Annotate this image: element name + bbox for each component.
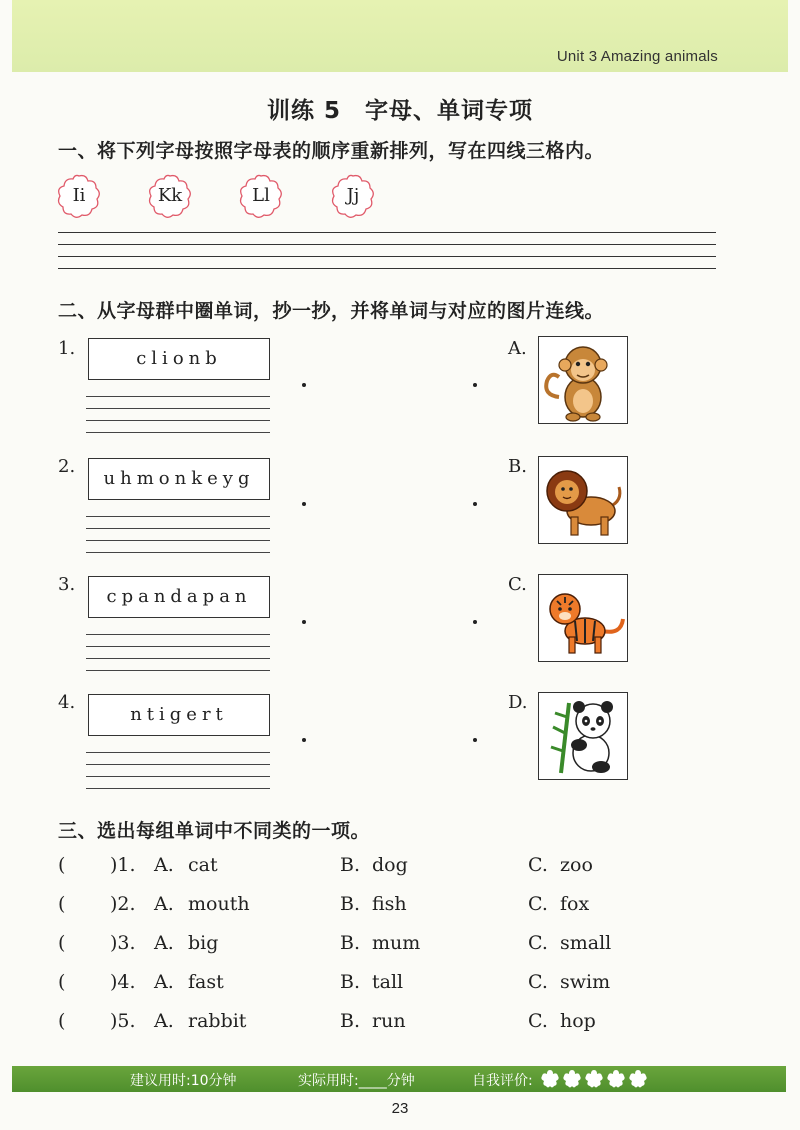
match-dot[interactable] <box>302 502 306 506</box>
tiger-picture <box>538 574 628 662</box>
answer-blank[interactable]: ( <box>58 971 66 993</box>
self-evaluation-label: 自我评价: <box>472 1073 533 1089</box>
answer-blank[interactable]: ( <box>58 893 66 915</box>
question-row: ( )1. A. cat B. dog C. zoo <box>58 854 593 876</box>
question-row: ( )3. A. big B. mum C. small <box>58 932 612 954</box>
match-dot[interactable] <box>473 620 477 624</box>
letter-flower: Kk <box>147 173 193 219</box>
question-row: ( )4. A. fast B. tall C. swim <box>58 971 611 993</box>
rating-flower-icon[interactable] <box>584 1069 604 1089</box>
match-dot[interactable] <box>302 383 306 387</box>
monkey-picture <box>538 336 628 424</box>
picture-letter: C. <box>508 574 527 595</box>
item-number: 4. <box>58 692 76 713</box>
rating-flower-icon[interactable] <box>540 1069 560 1089</box>
picture-letter: B. <box>508 456 527 477</box>
match-dot[interactable] <box>302 738 306 742</box>
answer-blank[interactable]: ( <box>58 932 66 954</box>
item-number: 3. <box>58 574 76 595</box>
rating-flower-icon[interactable] <box>628 1069 648 1089</box>
question-row: ( )2. A. mouth B. fish C. fox <box>58 893 590 915</box>
section-3-title: 三、选出每组单词中不同类的一项。 <box>58 820 371 842</box>
rating-flowers[interactable] <box>540 1069 650 1093</box>
rating-flower-icon[interactable] <box>562 1069 582 1089</box>
letter-group-box[interactable]: clionb <box>88 338 270 380</box>
letter-flower: Ii <box>56 173 102 219</box>
question-row: ( )5. A. rabbit B. run C. hop <box>58 1010 596 1032</box>
letter-group-box[interactable]: cpandapan <box>88 576 270 618</box>
letter-group-box[interactable]: ntigert <box>88 694 270 736</box>
letter-group-box[interactable]: uhmonkeyg <box>88 458 270 500</box>
match-dot[interactable] <box>473 502 477 506</box>
match-dot[interactable] <box>302 620 306 624</box>
item-number: 2. <box>58 456 76 477</box>
suggested-time: 建议用时:10分钟 <box>130 1073 237 1089</box>
letter-flower: Jj <box>330 173 376 219</box>
rating-flower-icon[interactable] <box>606 1069 626 1089</box>
unit-title: Unit 3 Amazing animals <box>556 48 718 65</box>
item-number: 1. <box>58 338 76 359</box>
answer-blank[interactable]: ( <box>58 854 66 876</box>
answer-blank[interactable]: ( <box>58 1010 66 1032</box>
picture-letter: A. <box>508 338 527 359</box>
section-2-title: 二、从字母群中圈单词，抄一抄，并将单词与对应的图片连线。 <box>58 300 605 322</box>
footer-bar <box>12 1066 786 1092</box>
page-number: 23 <box>391 1100 409 1117</box>
match-dot[interactable] <box>473 383 477 387</box>
match-dot[interactable] <box>473 738 477 742</box>
picture-letter: D. <box>508 692 528 713</box>
letter-flower: Ll <box>238 173 284 219</box>
lion-picture <box>538 456 628 544</box>
page-title: 训练 5 字母、单词专项 <box>266 98 533 124</box>
actual-time[interactable]: 实际用时:____分钟 <box>298 1073 415 1089</box>
panda-picture <box>538 692 628 780</box>
section-1-title: 一、将下列字母按照字母表的顺序重新排列，写在四线三格内。 <box>58 140 605 162</box>
